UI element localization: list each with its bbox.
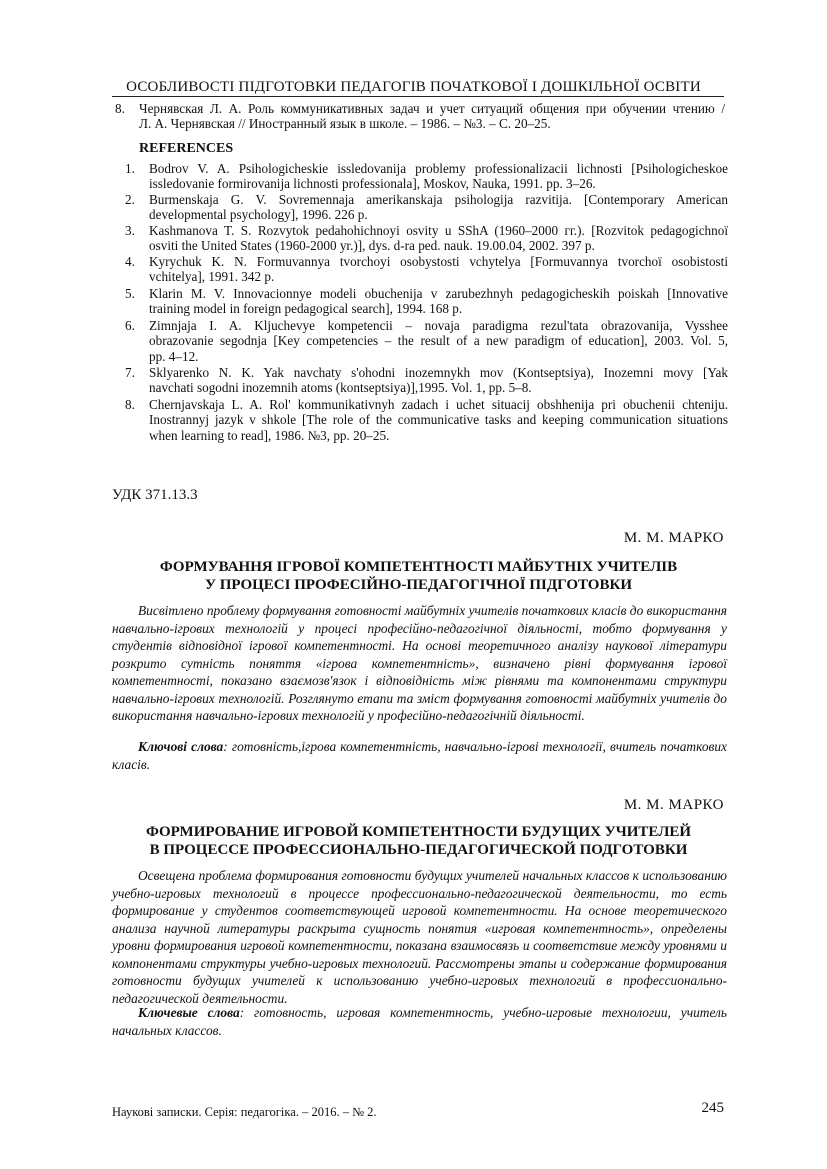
reference-item <box>125 254 728 285</box>
page-number: 245 <box>701 1100 724 1116</box>
reference-number: 3. <box>125 223 135 238</box>
reference-line: Sklyarenko N. K. Yak navchaty s'ohodni inozemnykh mov (Kontseptsiya), Inozemni movy [Yak <box>149 365 728 380</box>
article-title-line: ФОРМИРОВАНИЕ ИГРОВОЙ КОМПЕТЕНТНОСТИ БУДУЩИХ УЧИТЕЛЕЙ <box>145 824 692 840</box>
article-title-line: В ПРОЦЕССЕ ПРОФЕССИОНАЛЬНО-ПЕДАГОГИЧЕСКОЙ ПОДГОТОВКИ <box>149 842 688 858</box>
reference-line: issledovanie formirovanija lichnosti professionala], Moskov, Nauka, 1991. pp. 3–26. <box>149 176 596 192</box>
article-title-line: ФОРМУВАННЯ ІГРОВОЇ КОМПЕТЕНТНОСТІ МАЙБУТНІХ УЧИТЕЛІВ <box>159 559 678 575</box>
abstract: Освещена проблема формирования готовности будущих учителей начальных классов к использованию учебно-игровых технологий в процессе профессионально-педагогической деятельности, то есть формирование у студентов соответствующей игровой компетентности. На основе теоретического анализа научной литературы раскрыта сущность понятия «игровая компетентность», определены уровни формирования игровой компетентности, показана взаимосвязь и соответствие между уровнями и компонентами структуры учебно-игровых технологий. Рассмотрены этапы и содержание формирования готовности будущих учителей к использованию учебно-игровых технологий в профессионально-педагогической деятельности. <box>112 868 727 1006</box>
reference-item <box>125 318 728 364</box>
reference-item <box>125 223 728 254</box>
reference-line: Kyrychuk K. N. Formuvannya tvorchoyi osobystosti vchytelya [Formuvannya tvorchoї osobistosti <box>149 254 728 269</box>
article-title-line: У ПРОЦЕСІ ПРОФЕСІЙНО-ПЕДАГОГІЧНОЇ ПІДГОТОВКИ <box>204 577 633 593</box>
prev-reference-line: Л. А. Чернявская // Иностранный язык в школе. – 1986. – №3. – С. 20–25. <box>139 116 551 132</box>
references-heading: REFERENCES <box>139 141 234 156</box>
reference-line: Chernjavskaja L. A. Rol' kommunikativnyh zadach i uchet situacij obshhenija pri obuchenii chteniju. <box>149 397 728 412</box>
reference-number: 8. <box>125 397 135 412</box>
reference-line: developmental psychology], 1996. 226 p. <box>149 207 368 223</box>
reference-line: Klarin M. V. Innovacionnye modeli obuchenija v zarubezhnyh pedagogicheskih poiskah [Innovative <box>149 286 728 301</box>
author-name: М. М. МАРКО <box>623 530 724 546</box>
prev-reference-item <box>115 101 725 132</box>
reference-line: Burmenskaja G. V. Sovremennaja amerikanskaja psihologija razvitija. [Contemporary American <box>149 192 728 207</box>
reference-item <box>125 365 728 396</box>
keywords-text: : готовность, игровая компетентность, учебно-игровые технологии, учитель начальных классов. <box>112 1005 727 1038</box>
keywords-label: Ключевые слова <box>138 1005 240 1020</box>
reference-line: pp. 4–12. <box>149 348 199 364</box>
reference-number: 4. <box>125 254 135 269</box>
reference-line: Inostrannyj jazyk v shkole [The role of the communicative tasks and keeping communication situations <box>149 412 728 428</box>
keywords-label: Ключові слова <box>138 739 224 754</box>
reference-line: osviti the United States (1960-2000 yr.)], dys. d-ra ped. nauk. 19.00.04, 2002. 397 p. <box>149 238 595 254</box>
keywords <box>112 738 727 773</box>
reference-line: Bodrov V. A. Psihologicheskie issledovanija problemy professionalizacii lichnosti [Psihologicheskoe <box>149 161 728 176</box>
prev-reference-number: 8. <box>115 101 125 116</box>
article-title <box>100 823 737 859</box>
reference-line: navchati sogodni inozemnih atoms (kontseptsiya)],1995. Vol. 1, pp. 5–8. <box>149 380 532 396</box>
keywords-text: : готовність,ігрова компетентність, навчально-ігрові технології, вчитель початкових класів. <box>112 739 727 772</box>
reference-number: 1. <box>125 161 135 176</box>
footer-journal: Наукові записки. Серія: педагогіка. – 2016. – № 2. <box>112 1105 377 1119</box>
reference-line: obrazovanie segodnja [Key competencies – the result of a new paradigm of education], 2003. Vol. 5, <box>149 333 728 349</box>
reference-item <box>125 192 728 223</box>
reference-item <box>125 161 728 192</box>
reference-line: vchitelya], 1991. 342 p. <box>149 269 275 285</box>
author-name: М. М. МАРКО <box>623 797 724 813</box>
udk-code: УДК 371.13.3 <box>112 487 198 503</box>
reference-item <box>125 397 728 443</box>
reference-number: 7. <box>125 365 135 380</box>
prev-reference-line: Чернявская Л. А. Роль коммуникативных задач и учет ситуаций общения при обучении чтению / <box>139 101 725 116</box>
abstract: Висвітлено проблему формування готовності майбутніх учителів початкових класів до використання навчально-ігрових технологій у процесі професійно-педагогічної діяльності, тобто формування у студентів відповідної ігрової компетентності. На основі теоретичного аналізу наукової літератури розкрито сутність поняття «ігрова компетентність», визначено рівні формування ігрової компетентності, показано взаємозв'язок і відповідність між рівнями та компонентами структури навчально-ігрових технологій. Розглянуто етапи та зміст формування готовності майбутніх учителів до використання навчально-ігрових технологій у професійно-педагогічній діяльності. <box>112 603 727 723</box>
header-rule <box>112 96 724 97</box>
keywords <box>112 1004 727 1039</box>
reference-item <box>125 286 728 317</box>
article-title <box>100 558 737 594</box>
reference-line: when learning to read], 1986. №3, pp. 20–25. <box>149 427 390 443</box>
reference-number: 2. <box>125 192 135 207</box>
running-head: ОСОБЛИВОСТІ ПІДГОТОВКИ ПЕДАГОГІВ ПОЧАТКОВОЇ І ДОШКІЛЬНОЇ ОСВІТИ <box>126 79 701 95</box>
reference-line: Kashmanova T. S. Rozvytok pedahohichnoyi osvity u SShA (1960–2000 гг.). [Rozvitok pedagogichnoї <box>149 223 728 238</box>
reference-line: Zimnjaja I. A. Kljuchevye kompetencii – novaja paradigma rezul'tata obrazovanija, Vysshee <box>149 318 728 333</box>
reference-number: 6. <box>125 318 135 333</box>
reference-number: 5. <box>125 286 135 301</box>
reference-line: training model in foreign pedagogical search], 1994. 168 p. <box>149 301 463 317</box>
